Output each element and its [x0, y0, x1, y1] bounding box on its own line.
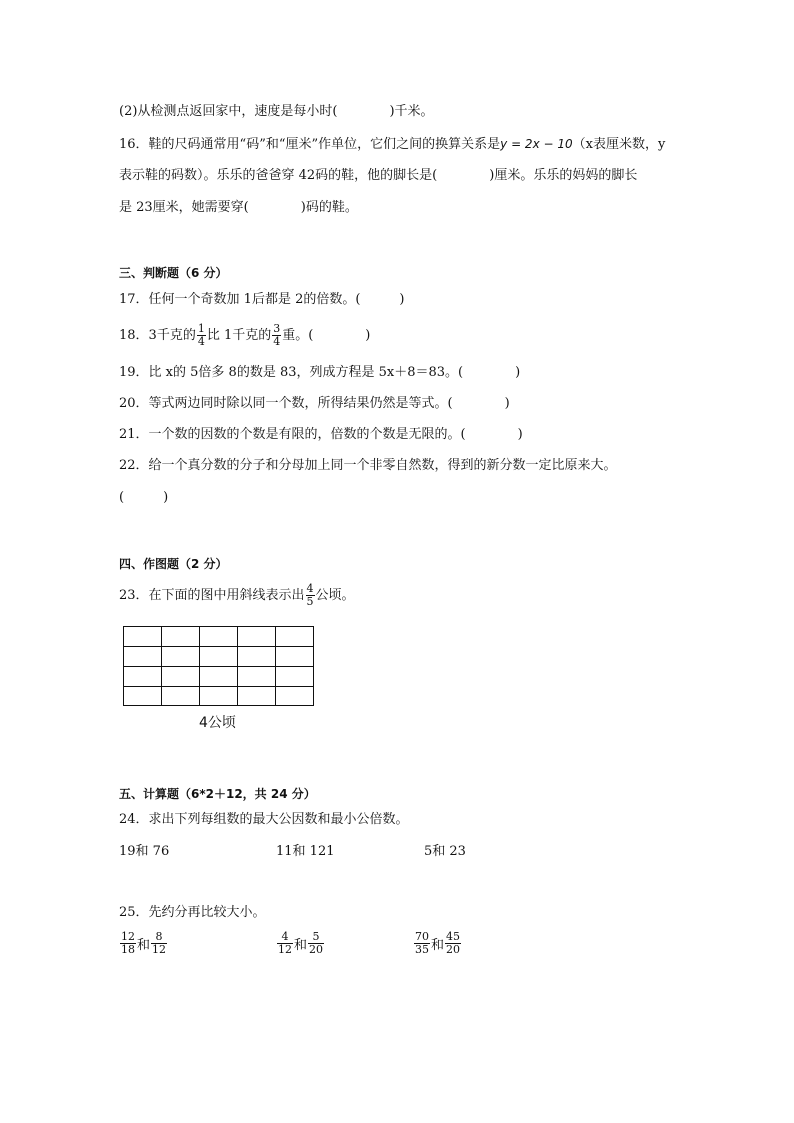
fraction-denominator: 4	[273, 335, 281, 348]
question-24: 24．求出下列每组数的最大公因数和最小公倍数。	[119, 812, 409, 827]
question-18-suffix: 重。( )	[282, 328, 371, 343]
grid-line	[124, 666, 313, 667]
formula-y: y	[500, 137, 508, 151]
question-18-prefix: 18．3千克的	[119, 328, 196, 343]
question-18-middle: 比 1千克的	[206, 328, 272, 343]
fraction-denominator: 12	[278, 943, 292, 956]
question-15-2: (2)从检测点返回家中，速度是每小时( )千米。	[119, 104, 434, 119]
fraction	[277, 931, 293, 956]
grid-label: 4公顷	[199, 715, 236, 731]
question-20: 20．等式两边同时除以同一个数，所得结果仍然是等式。( )	[119, 396, 510, 411]
fraction-four-fifths	[306, 583, 315, 608]
question-16-note: （x表厘米数，y	[572, 137, 666, 152]
section-3-heading: 三、判断题（6 分）	[119, 266, 228, 280]
fraction-numerator: 3	[273, 322, 281, 335]
hectare-grid[interactable]	[123, 626, 314, 706]
question-19: 19．比 x的 5倍多 8的数是 83，列成方程是 5x＋8＝83。( )	[119, 365, 521, 380]
question-25-item	[276, 931, 325, 956]
question-23	[119, 582, 355, 610]
question-16-line3: 是 23厘米，她需要穿( )码的鞋。	[119, 200, 358, 215]
fraction	[308, 931, 324, 956]
fraction-one-quarter	[197, 323, 206, 348]
fraction-denominator: 20	[309, 943, 324, 956]
question-25-item	[119, 931, 168, 956]
question-16-text: 16．鞋的尺码通常用“码”和“厘米”作单位，它们之间的换算关系是	[119, 137, 501, 152]
fraction-numerator: 8	[151, 931, 167, 944]
fraction-denominator: 18	[121, 943, 135, 956]
section-5-heading: 五、计算题（6*2＋12，共 24 分）	[119, 787, 316, 801]
fraction-numerator: 45	[446, 930, 461, 943]
question-25-item	[413, 931, 462, 956]
formula	[500, 137, 572, 151]
fraction-numerator: 4	[277, 931, 293, 944]
conjunction: 和	[431, 938, 445, 953]
grid-line	[124, 686, 313, 687]
question-24-item: 19和 76	[119, 844, 170, 859]
fraction-denominator: 35	[415, 943, 429, 956]
fraction-denominator: 4	[197, 335, 205, 348]
fraction-numerator: 70	[415, 930, 429, 943]
question-24-item: 5和 23	[424, 844, 466, 859]
question-21: 21．一个数的因数的个数是有限的，倍数的个数是无限的。( )	[119, 427, 523, 442]
grid-line	[124, 646, 313, 647]
question-17: 17．任何一个奇数加 1后都是 2的倍数。( )	[119, 292, 405, 307]
question-22: 22．给一个真分数的分子和分母加上同一个非零自然数，得到的新分数一定比原来大。	[119, 458, 617, 473]
conjunction: 和	[294, 938, 308, 953]
question-23-prefix: 23．在下面的图中用斜线表示出	[119, 588, 305, 603]
fraction-denominator: 20	[446, 943, 461, 956]
fraction-numerator: 4	[306, 582, 314, 595]
question-23-suffix: 公顷。	[315, 588, 355, 603]
conjunction: 和	[137, 938, 151, 953]
fraction-numerator: 12	[121, 930, 135, 943]
fraction-three-quarters	[272, 323, 281, 348]
question-24-item: 11和 121	[276, 844, 335, 859]
fraction	[151, 931, 167, 956]
fraction-numerator: 1	[197, 322, 205, 335]
fraction-denominator: 5	[306, 595, 314, 608]
fraction	[414, 931, 430, 956]
question-18	[119, 322, 370, 350]
question-16-line2: 表示鞋的码数）。乐乐的爸爸穿 42码的鞋，他的脚长是( )厘米。乐乐的妈妈的脚长	[119, 168, 638, 183]
fraction-numerator: 5	[308, 931, 324, 944]
fraction	[120, 931, 136, 956]
fraction	[445, 931, 461, 956]
fraction-denominator: 12	[152, 943, 167, 956]
question-22-answer-paren: ( )	[119, 490, 169, 505]
formula-expression: = 2x − 10	[507, 137, 573, 151]
question-25: 25．先约分再比较大小。	[119, 905, 266, 920]
question-16-line1	[119, 134, 665, 155]
section-4-heading: 四、作图题（2 分）	[119, 557, 228, 571]
